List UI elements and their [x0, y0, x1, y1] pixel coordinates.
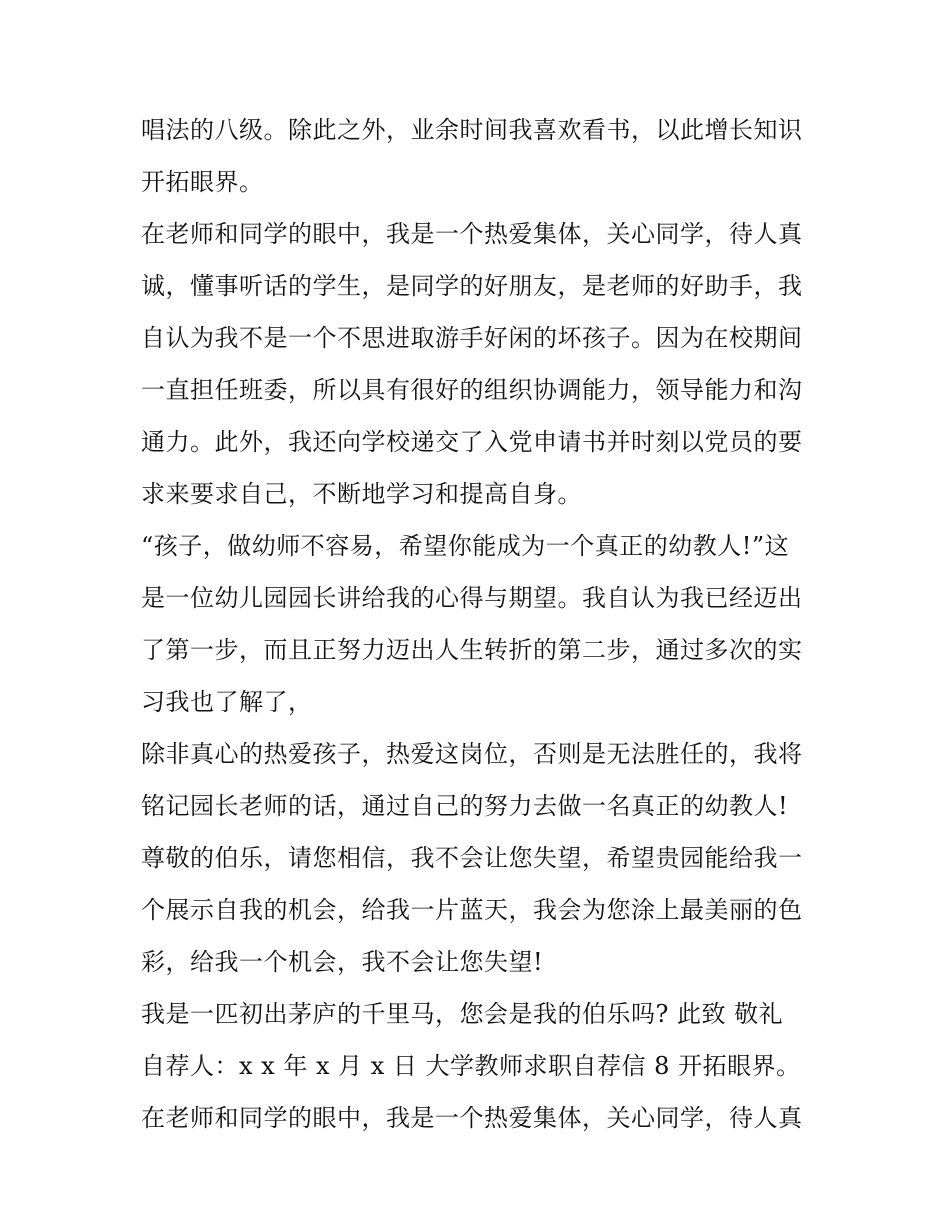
text-line-18: 我是一匹初出茅庐的千里马，您会是我的伯乐吗? 此致 敬礼	[141, 1000, 784, 1028]
text-line-13: 除非真心的热爱孩子，热爱这岗位，否则是无法胜任的，我将	[141, 740, 803, 768]
text-line-4: 诚，懂事听话的学生，是同学的好朋友，是老师的好助手，我	[141, 272, 803, 300]
text-line-14: 铭记园长老师的话，通过自己的努力去做一名真正的幼教人!	[141, 792, 789, 820]
text-line-15: 尊敬的伯乐，请您相信，我不会让您失望，希望贵园能给我一	[141, 844, 803, 872]
text-line-12: 习我也了解了，	[141, 688, 313, 716]
text-line-19: 自荐人：x x 年 x 月 x 日 大学教师求职自荐信 8 开拓眼界。	[141, 1052, 801, 1080]
letter-body	[141, 104, 821, 1144]
text-line-16: 个展示自我的机会，给我一片蓝天，我会为您涂上最美丽的色	[141, 896, 803, 924]
text-line-1: 唱法的八级。除此之外，业余时间我喜欢看书，以此增长知识	[141, 116, 803, 144]
text-line-17: 彩，给我一个机会，我不会让您失望!	[141, 948, 544, 976]
text-line-9: “孩子，做幼师不容易，希望你能成为一个真正的幼教人!”这	[141, 532, 790, 560]
text-line-5: 自认为我不是一个不思进取游手好闲的坏孩子。因为在校期间	[141, 324, 803, 352]
text-line-10: 是一位幼儿园园长讲给我的心得与期望。我自认为我已经迈出	[141, 584, 803, 612]
text-line-20: 在老师和同学的眼中，我是一个热爱集体，关心同学，待人真	[141, 1104, 803, 1132]
text-line-8: 求来要求自己，不断地学习和提高自身。	[141, 480, 582, 508]
text-line-7: 通力。此外，我还向学校递交了入党申请书并时刻以党员的要	[141, 428, 803, 456]
text-line-3: 在老师和同学的眼中，我是一个热爱集体，关心同学，待人真	[141, 220, 803, 248]
text-line-11: 了第一步，而且正努力迈出人生转折的第二步，通过多次的实	[141, 636, 803, 664]
text-line-2: 开拓眼界。	[141, 168, 264, 196]
text-line-6: 一直担任班委，所以具有很好的组织协调能力，领导能力和沟	[141, 376, 803, 404]
